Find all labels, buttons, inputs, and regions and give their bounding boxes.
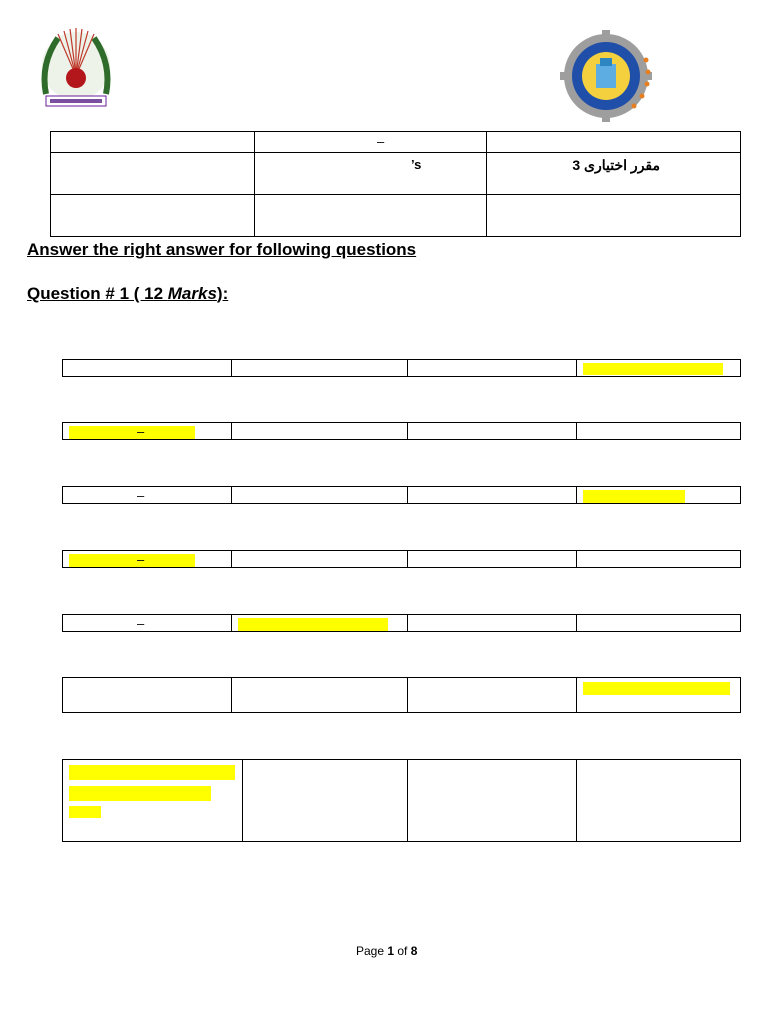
answer-option[interactable] bbox=[232, 678, 408, 713]
answer-highlight bbox=[583, 490, 685, 503]
header-cell bbox=[51, 153, 255, 195]
answer-option[interactable] bbox=[232, 423, 408, 440]
answer-option[interactable] bbox=[63, 360, 232, 377]
faculty-gear-logo bbox=[560, 30, 652, 122]
footer-total-pages: 8 bbox=[410, 944, 418, 958]
answer-option-correct[interactable] bbox=[232, 615, 408, 632]
answer-option[interactable] bbox=[408, 423, 577, 440]
answer-option[interactable] bbox=[408, 615, 577, 632]
answer-option-correct[interactable] bbox=[577, 487, 741, 504]
answer-row-4 bbox=[62, 550, 741, 568]
answer-highlight bbox=[69, 554, 195, 567]
header-cell: – bbox=[255, 132, 487, 153]
answer-option[interactable] bbox=[232, 360, 408, 377]
answer-option[interactable] bbox=[577, 551, 741, 568]
answer-option[interactable] bbox=[63, 678, 232, 713]
answer-highlight bbox=[69, 765, 235, 780]
answer-option-correct[interactable] bbox=[577, 678, 741, 713]
header-cell bbox=[51, 132, 255, 153]
answer-option[interactable] bbox=[408, 360, 577, 377]
header-cell: ’s bbox=[255, 153, 487, 195]
answer-option[interactable]: – bbox=[63, 487, 232, 504]
answer-option-correct[interactable]: – bbox=[63, 551, 232, 568]
header-cell bbox=[487, 195, 741, 237]
marks-word: Marks bbox=[167, 284, 217, 303]
question-suffix: ): bbox=[216, 284, 229, 303]
answer-option[interactable] bbox=[232, 551, 408, 568]
answer-highlight bbox=[69, 426, 195, 439]
answer-option-correct[interactable] bbox=[63, 760, 243, 842]
answer-option-correct[interactable] bbox=[577, 360, 741, 377]
course-name-cell: مقرر اختيارى 3 bbox=[487, 153, 741, 195]
university-seal-logo bbox=[36, 24, 116, 112]
instruction-heading: Answer the right answer for following questions bbox=[27, 240, 417, 259]
header-table bbox=[50, 131, 741, 237]
answer-row-1 bbox=[62, 359, 741, 377]
answer-row-7 bbox=[62, 759, 741, 842]
question-heading bbox=[27, 284, 228, 304]
header-cell bbox=[487, 132, 741, 153]
answer-highlight bbox=[238, 618, 388, 631]
answer-row-2 bbox=[62, 422, 741, 440]
header-cell bbox=[255, 195, 487, 237]
answer-option-correct[interactable]: – bbox=[63, 423, 232, 440]
answer-option[interactable] bbox=[408, 487, 577, 504]
question-prefix: Question # 1 ( 12 bbox=[27, 284, 168, 303]
answer-option[interactable] bbox=[232, 487, 408, 504]
answer-highlight bbox=[583, 682, 730, 695]
answer-option[interactable] bbox=[408, 678, 577, 713]
answer-option[interactable] bbox=[577, 760, 741, 842]
answer-highlight bbox=[583, 363, 723, 375]
answer-highlight bbox=[69, 806, 101, 818]
answer-row-3 bbox=[62, 486, 741, 504]
header-cell bbox=[51, 195, 255, 237]
answer-option[interactable] bbox=[243, 760, 408, 842]
footer-of-label: of bbox=[394, 944, 411, 958]
answer-row-6 bbox=[62, 677, 741, 713]
answer-option[interactable]: – bbox=[63, 615, 232, 632]
footer-current-page: 1 bbox=[387, 944, 395, 958]
page-footer bbox=[356, 944, 417, 958]
answer-highlight bbox=[69, 786, 211, 801]
answer-option[interactable] bbox=[577, 423, 741, 440]
answer-option[interactable] bbox=[577, 615, 741, 632]
answer-row-5 bbox=[62, 614, 741, 632]
footer-page-label: Page bbox=[356, 944, 388, 958]
answer-option[interactable] bbox=[408, 551, 577, 568]
answer-option[interactable] bbox=[408, 760, 577, 842]
